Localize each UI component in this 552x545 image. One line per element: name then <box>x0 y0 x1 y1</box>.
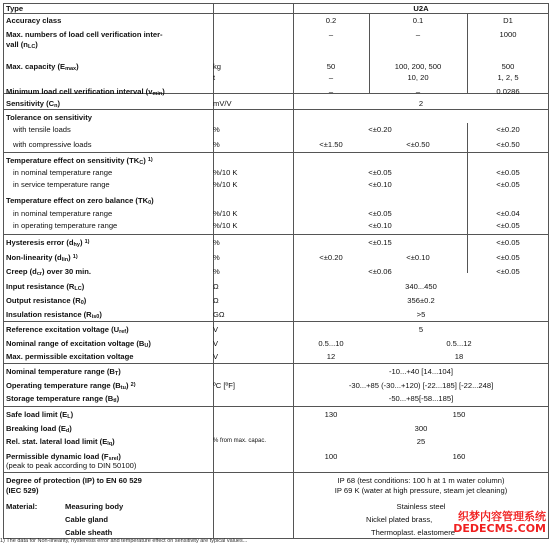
btu-unit: ºC [ºF] <box>213 381 235 390</box>
safe-load-a: 130 <box>324 410 338 419</box>
tensile-ab: <±0.20 <box>368 125 392 134</box>
max-excitation-label: Max. permissible excitation voltage <box>6 352 134 361</box>
emax-a1: 50 <box>326 62 336 71</box>
tkc-nominal-c: <±0.05 <box>496 168 520 177</box>
creep-c: <±0.05 <box>496 267 520 276</box>
tk0-nominal-label: in nominal temperature range <box>13 209 113 218</box>
footnote: 1) The data for Non-linearity, hysteresis error and temperature effect on sensitivity are typical values... <box>0 538 248 544</box>
dynamic-load-bc: 160 <box>452 452 466 461</box>
tensile-label: with tensile loads <box>13 125 71 134</box>
nonlinearity-a: <±0.20 <box>319 253 343 262</box>
compressive-unit: % <box>213 140 220 149</box>
hysteresis-label: Hysteresis error $(d_{hy})$ $^{1)}$ <box>6 238 90 248</box>
tk0-operating-label: in operating temperature range <box>13 221 118 230</box>
cable-sheath-label: Cable sheath <box>65 528 113 537</box>
hysteresis-c: <±0.05 <box>496 238 520 247</box>
tolerance-label: Tolerance on sensitivity <box>6 113 92 122</box>
max-excitation-bc: 18 <box>454 352 464 361</box>
dynamic-load-label: Permissible dynamic load $(F_{srel})$ <box>6 452 121 462</box>
nonlinearity-c: <±0.05 <box>496 253 520 262</box>
hysteresis-unit: % <box>213 238 220 247</box>
safe-load-label: Safe load limit $(E_L)$ <box>6 410 74 420</box>
insulation-resistance-value: >5 <box>416 310 426 319</box>
compressive-label: with compressive loads <box>13 140 92 149</box>
tensile-unit: % <box>213 125 220 134</box>
tkc-nominal-label: in nominal temperature range <box>13 168 113 177</box>
accuracy-label: Accuracy class <box>6 16 62 25</box>
bu-bc: 0.5...12 <box>446 339 472 348</box>
tk0-label: Temperature effect on zero balance $(TK_0)$ <box>6 196 154 206</box>
nonlinearity-unit: % <box>213 253 220 262</box>
vmin-c: 0.0286 <box>496 87 520 96</box>
tkc-nominal-unit: %/10 K <box>213 168 238 177</box>
measuring-body-label: Measuring body <box>65 502 124 511</box>
tensile-c: <±0.20 <box>496 125 520 134</box>
output-resistance-label: Output resistance $(R_0)$ <box>6 296 87 306</box>
rule <box>3 234 549 235</box>
protection-label: Degree of protection (IP) to EN 60 529 <box>6 476 142 485</box>
input-resistance-label: Input resistance $(R_{LC})$ <box>6 282 85 292</box>
creep-label: Creep $(d_{cr})$ over 30 min. <box>6 267 91 277</box>
compressive-b: <±0.50 <box>406 140 430 149</box>
creep-unit: % <box>213 267 220 276</box>
dynamic-load-a: 100 <box>324 452 338 461</box>
nlc-a: – <box>328 30 334 39</box>
accuracy-b: 0.1 <box>412 16 424 25</box>
safe-load-bc: 150 <box>452 410 466 419</box>
protection-label-2: (IEC 529) <box>6 486 39 495</box>
emax-b2: 10, 20 <box>407 73 429 82</box>
btu-label: Operating temperature range $(B_{tu})$ $^{2)}$ <box>6 381 136 391</box>
input-resistance-unit: Ω <box>213 282 219 291</box>
tkc-service-label: in service temperature range <box>13 180 110 189</box>
protection-line2: IP 69 K (water at high pressure, steam jet cleaning) <box>334 486 508 495</box>
output-resistance-value: 356±0.2 <box>407 296 435 305</box>
rule <box>3 13 549 14</box>
tkc-label: Temperature effect on sensitivity $(TK_C)$ $^{1)}$ <box>6 156 153 166</box>
vmin-a: – <box>328 87 334 96</box>
sheet-border-left <box>3 3 4 539</box>
btl-label: Storage temperature range $(B_{tl})$ <box>6 394 120 404</box>
cable-sheath-value: Thermoplast. elastomere <box>371 528 455 537</box>
rule <box>3 109 549 110</box>
cable-gland-label: Cable gland <box>65 515 109 524</box>
type-label: Type <box>6 4 24 13</box>
breaking-load-value: 300 <box>414 424 428 433</box>
breaking-load-label: Breaking load $(E_d)$ <box>6 424 72 434</box>
lateral-load-value: 25 <box>416 437 426 446</box>
sensitivity-unit: mV/V <box>213 99 232 108</box>
watermark-url: DEDECMS.COM <box>453 522 546 535</box>
compressive-a: <±1.50 <box>319 140 343 149</box>
hysteresis-ab: <±0.15 <box>368 238 392 247</box>
btl-value: -50...+85[-58...185] <box>388 394 454 403</box>
bu-a: 0.5...10 <box>318 339 344 348</box>
emax-c1: 500 <box>501 62 515 71</box>
rule <box>3 472 549 473</box>
nonlinearity-b: <±0.10 <box>406 253 430 262</box>
uref-value: 5 <box>418 325 424 334</box>
insulation-resistance-label: Insulation resistance $(R_{is0})$ <box>6 310 102 320</box>
tk0-operating-ab: <±0.10 <box>368 221 392 230</box>
bu-unit: V <box>213 339 219 348</box>
bu-label: Nominal range of excitation voltage $(B_U)$ <box>6 339 151 349</box>
vmin-label: Minimum load cell verification interval $(v_{min})$ <box>6 87 165 97</box>
accuracy-c: D1 <box>503 16 513 25</box>
cable-gland-value: Nickel plated brass, <box>366 515 433 524</box>
rule <box>3 152 549 153</box>
uref-unit: V <box>213 325 219 334</box>
emax-a2: – <box>328 73 334 82</box>
spec-sheet <box>3 3 549 539</box>
tk0-nominal-ab: <±0.05 <box>368 209 392 218</box>
rule <box>3 406 549 407</box>
tk0-operating-unit: %/10 K <box>213 221 238 230</box>
bt-label: Nominal temperature range $(B_T)$ <box>6 367 121 377</box>
measuring-body-value: Stainless steel <box>396 502 446 511</box>
watermark-cn: 织梦内容管理系统 <box>458 510 546 523</box>
output-resistance-unit: Ω <box>213 296 219 305</box>
sensitivity-label: Sensitivity $(C_n)$ <box>6 99 61 109</box>
nonlinearity-label: Non-linearity $(d_{lin})$ $^{1)}$ <box>6 253 78 263</box>
tkc-service-c: <±0.05 <box>496 180 520 189</box>
model-name: U2A <box>413 4 429 13</box>
tkc-nominal-ab: <±0.05 <box>368 168 392 177</box>
dynamic-load-note: (peak to peak according to DIN 50100) <box>6 461 137 470</box>
material-label: Material: <box>6 502 38 511</box>
nlc-label-line1: Max. numbers of load cell verification inter- <box>6 30 163 39</box>
protection-line1: IP 68 (test conditions: 100 h at 1 m water column) <box>337 476 505 485</box>
emax-unit-kg: kg <box>213 62 222 71</box>
uref-label: Reference excitation voltage $(U_{ref})$ <box>6 325 129 335</box>
tk0-nominal-c: <±0.04 <box>496 209 520 218</box>
insulation-resistance-unit: GΩ <box>213 310 225 319</box>
tkc-service-unit: %/10 K <box>213 180 238 189</box>
nlc-b: – <box>415 30 421 39</box>
max-excitation-unit: V <box>213 352 219 361</box>
vmin-b: – <box>415 87 421 96</box>
bt-value: -10...+40 [14...104] <box>389 367 453 376</box>
lateral-load-unit: % from max. capac. <box>213 438 267 444</box>
max-excitation-a: 12 <box>326 352 336 361</box>
emax-b1: 100, 200, 500 <box>394 62 442 71</box>
accuracy-a: 0.2 <box>325 16 337 25</box>
tk0-operating-c: <±0.05 <box>496 221 520 230</box>
tkc-service-ab: <±0.10 <box>368 180 392 189</box>
nlc-c: 1000 <box>499 30 517 39</box>
emax-label: Max. capacity $(E_{max})$ <box>6 62 79 72</box>
emax-c2: 1, 2, 5 <box>497 73 519 82</box>
compressive-c: <±0.50 <box>496 140 520 149</box>
nlc-label-line2: vall $(n_{LC})$ <box>6 40 38 50</box>
sensitivity-value: 2 <box>418 99 424 108</box>
lateral-load-label: Rel. stat. lateral load limit $(E_{lq})$ <box>6 437 115 447</box>
tk0-nominal-unit: %/10 K <box>213 209 238 218</box>
input-resistance-value: 340...450 <box>405 282 437 291</box>
btu-value: -30...+85 (-30...+120) [-22...185] [-22...248] <box>348 381 494 390</box>
creep-ab: <±0.06 <box>368 267 392 276</box>
emax-unit-t: t <box>213 73 216 82</box>
rule <box>3 363 549 364</box>
